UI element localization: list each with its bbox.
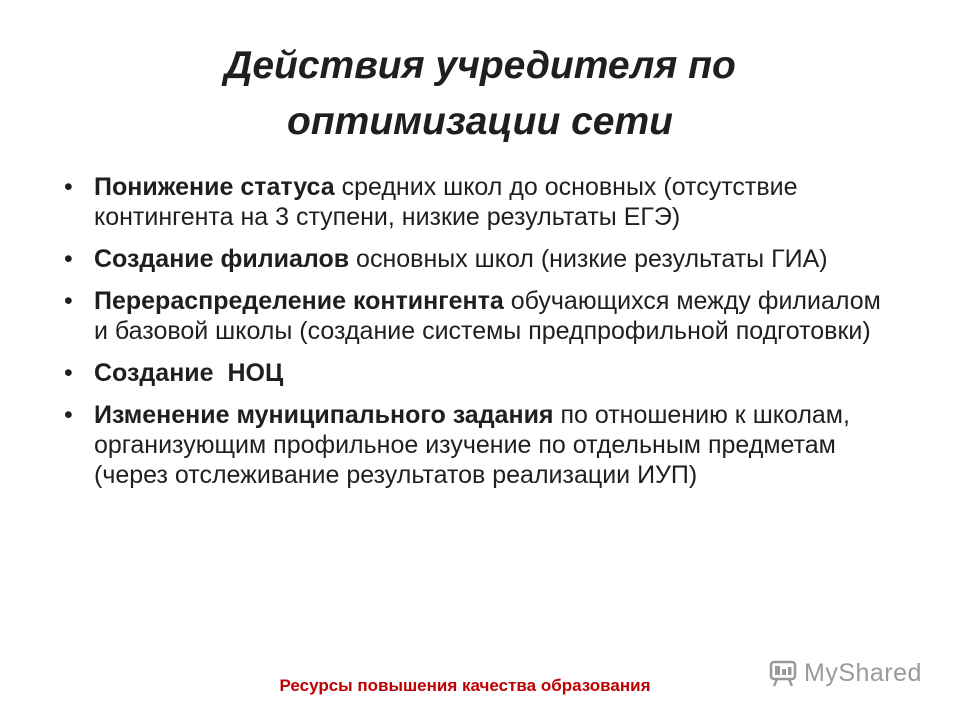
bullet-bold-text: Изменение муниципального задания xyxy=(94,401,554,429)
bullet-dot: • xyxy=(64,245,73,273)
bullet-dot: • xyxy=(64,287,73,315)
bullet-bold-text: Перераспределение контингента xyxy=(94,287,504,315)
bullet-text: средних школ до основных (отсутствие контингента на 3 ступени, низкие результаты ЕГЭ) xyxy=(94,173,798,231)
watermark-text: MyShared xyxy=(804,658,922,687)
footer-caption: Ресурсы повышения качества образования xyxy=(279,676,651,695)
title-line-2: оптимизации сети xyxy=(287,100,673,143)
bullet-bold-text: Создание филиалов xyxy=(94,245,350,273)
list-item xyxy=(64,358,900,388)
bullet-list xyxy=(64,172,900,502)
list-item xyxy=(64,244,900,274)
slide-title xyxy=(80,38,880,150)
bullet-dot: • xyxy=(64,359,73,387)
bullet-text: основных школ (низкие результаты ГИА) xyxy=(349,245,828,273)
bullet-text: по отношению к школам, организующим профильное изучение по отдельным предметам (через отслеживание результатов реализации ИУП) xyxy=(94,401,850,489)
bullet-dot: • xyxy=(64,173,73,201)
list-item xyxy=(64,172,900,232)
bullet-bold-text: Создание НОЦ xyxy=(94,359,284,387)
title-line-1: Действия учредителя по xyxy=(224,44,736,87)
list-item xyxy=(64,286,900,346)
bullet-dot: • xyxy=(64,401,73,429)
watermark-logo xyxy=(768,657,922,689)
presentation-board-icon xyxy=(768,658,798,688)
bullet-text: обучающихся между филиалом и базовой школы (создание системы предпрофильной подготовки) xyxy=(94,287,881,345)
list-item xyxy=(64,400,900,490)
bullet-bold-text: Понижение статуса xyxy=(94,173,335,201)
